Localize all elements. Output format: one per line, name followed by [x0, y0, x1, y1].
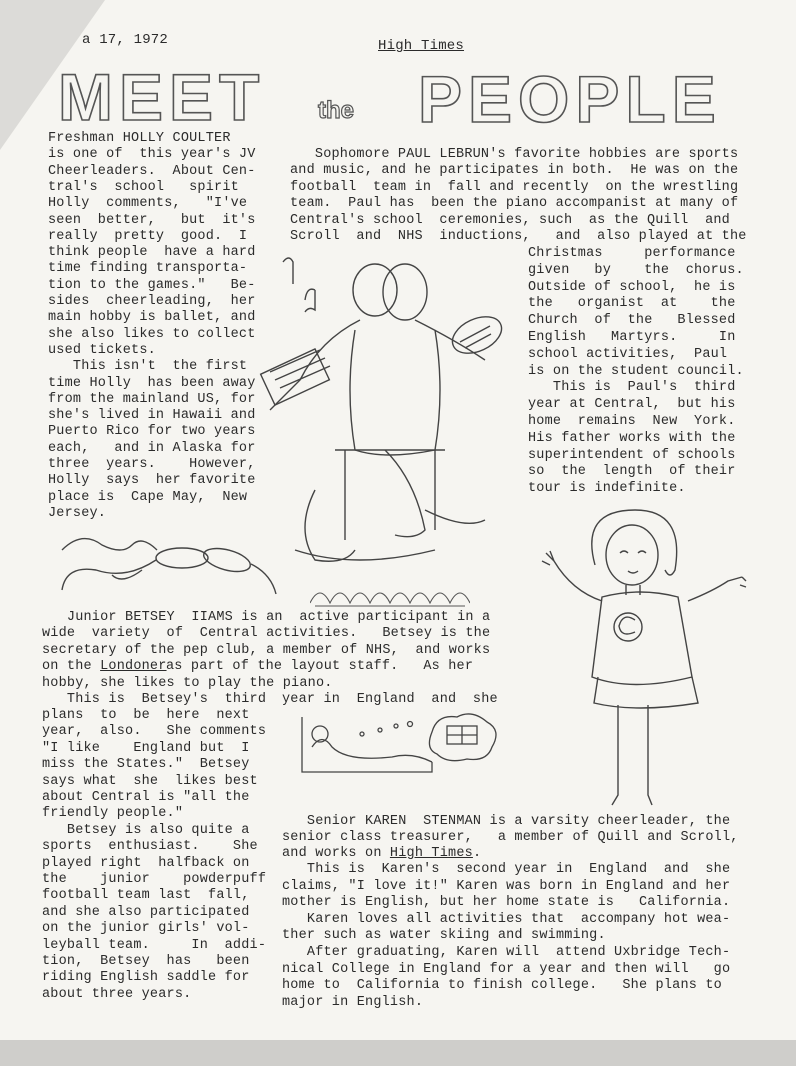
betsey-narrow-line: about three years.: [42, 986, 192, 1002]
paul-narrow-line: Outside of school, he is: [528, 279, 736, 295]
karen-line: mother is English, but her home state is California.: [282, 895, 731, 911]
paul-wide-line: Central's school ceremonies, such as the Quill and: [290, 212, 730, 228]
holly-line: Puerto Rico for two years: [48, 424, 256, 440]
betsey-narrow-line: riding English saddle for: [42, 970, 250, 986]
betsey-narrow-line: about Central is "all the: [42, 790, 250, 805]
holly-line: tion to the games." Be-: [48, 277, 256, 293]
paul-narrow-line: the organist at the: [528, 296, 736, 312]
banner-people: PEOPLE: [418, 62, 722, 136]
paul-narrow-line: superintendent of schools: [528, 447, 736, 463]
paul-wide-line: football team in fall and recently on the wrestling: [290, 179, 739, 195]
betsey-narrow-line: tion, Betsey has been: [42, 954, 250, 969]
holly-line: from the mainland US, for: [48, 391, 256, 407]
paul-narrow-line: is on the student council.: [528, 363, 744, 379]
piano-football-illustration: [255, 250, 525, 570]
betsey-narrow-line: and she also participated: [42, 904, 250, 920]
cheerleader-illustration: [540, 505, 750, 815]
betsey-narrow-line: the junior powderpuff: [42, 872, 267, 887]
londoner-title: Londoner: [100, 659, 167, 674]
karen-line: major in English.: [282, 994, 424, 1010]
holly-line: three years. However,: [48, 457, 256, 472]
betsey-wide-line: as part of the layout staff. As her: [166, 659, 474, 674]
betsey-wide-line: wide variety of Central activities. Betsey is the: [42, 626, 491, 642]
betsey-works-line: on the Londoner: [42, 659, 167, 674]
betsey-narrow-line: on the junior girls' vol-: [42, 921, 250, 937]
betsey-split-right: year in England and she: [282, 692, 498, 707]
paul-wide-line: and music, and he participates in both. He was on the: [290, 163, 739, 179]
holly-line: Cheerleaders. About Cen-: [48, 163, 256, 179]
holly-line: really pretty good. I: [48, 228, 248, 244]
holly-line: time finding transporta-: [48, 261, 248, 277]
holly-line: sides cheerleading, her: [48, 294, 256, 309]
betsey-narrow-line: sports enthusiast. She: [42, 839, 258, 855]
betsey-wide-line: hobby, she likes to play the piano.: [42, 676, 333, 691]
betsey-narrow-line: football team last fall,: [42, 888, 250, 904]
paul-narrow-line: His father works with the: [528, 430, 736, 446]
betsey-narrow-line: leyball team. In addi-: [42, 937, 267, 953]
issue-date: a 17, 1972: [82, 32, 169, 48]
karen-line: Karen loves all activities that accompany hot wea-: [282, 911, 731, 927]
betsey-narrow-line: says what she likes best: [42, 773, 258, 789]
betsey-wide-line: Junior BETSEY IIAMS is an active participant in a: [42, 610, 491, 625]
karen-line: ther such as water skiing and swimming.: [282, 928, 606, 944]
paul-wide-line: Scroll and NHS inductions, and also played at the: [290, 229, 747, 244]
holly-line: Holly comments, "I've: [48, 196, 248, 212]
ballet-slippers-illustration: [52, 530, 282, 600]
betsey-narrow-line: year, also. She comments: [42, 724, 267, 740]
betsey-narrow-line: plans to be here next: [42, 708, 250, 723]
holly-line: seen better, but it's: [48, 212, 256, 228]
karen-line: After graduating, Karen will attend Uxbridge Tech-: [282, 945, 731, 960]
betsey-split-left: This is Betsey's third: [42, 692, 267, 707]
paul-narrow-line: given by the chorus.: [528, 262, 744, 278]
betsey-narrow-line: played right halfback on: [42, 855, 250, 871]
holly-line: This isn't the first: [48, 359, 248, 375]
holly-line: think people have a hard: [48, 245, 256, 261]
banner-heading: [50, 58, 750, 138]
paul-narrow-line: school activities, Paul: [528, 346, 728, 362]
paul-narrow-line: This is Paul's third: [528, 380, 736, 396]
crowd-illustration: [310, 578, 470, 608]
betsey-wide-line: secretary of the pep club, a member of NHS, and works: [42, 642, 491, 658]
holly-line: tral's school spirit: [48, 179, 239, 195]
betsey-narrow-line: friendly people.": [42, 806, 184, 822]
holly-line: she also likes to collect: [48, 326, 256, 342]
paul-narrow-line: tour is indefinite.: [528, 481, 686, 497]
karen-line-3: and works on High Times.: [282, 846, 482, 861]
holly-line: each, and in Alaska for: [48, 440, 256, 456]
betsey-narrow-line: "I like England but I: [42, 740, 250, 756]
holly-line: she's lived in Hawaii and: [48, 408, 256, 424]
banner-meet: MEET: [58, 60, 266, 134]
karen-line: home to California to finish college. She plans to: [282, 978, 722, 994]
holly-line: place is Cape May, New: [48, 489, 248, 505]
karen-line: This is Karen's second year in England and she: [282, 862, 731, 877]
paul-narrow-line: year at Central, but his: [528, 397, 736, 413]
karen-line-2: senior class treasurer, a member of Quill and Scroll,: [282, 830, 739, 845]
banner-the: the: [318, 97, 354, 124]
paul-narrow-line: English Martyrs. In: [528, 330, 736, 345]
paul-narrow-line: Christmas performance: [528, 246, 736, 261]
betsey-narrow-line: miss the States." Betsey: [42, 757, 250, 773]
scan-background: [0, 1040, 796, 1066]
karen-line: claims, "I love it!" Karen was born in England and her: [282, 878, 731, 894]
karen-line-1: Senior KAREN STENMAN is a varsity cheerleader, the: [282, 814, 731, 829]
paul-narrow-line: so the length of their: [528, 464, 736, 480]
paul-narrow-line: home remains New York.: [528, 414, 736, 429]
holly-line: Freshman HOLLY COULTER: [48, 131, 231, 146]
masthead-title: High Times: [378, 38, 465, 54]
holly-line: is one of this year's JV: [48, 147, 256, 163]
high-times-title: High Times: [389, 846, 473, 861]
holly-line: Holly says her favorite: [48, 473, 256, 489]
holly-line: Jersey.: [48, 505, 107, 521]
holly-line: main hobby is ballet, and: [48, 310, 256, 326]
holly-line: time Holly has been away: [48, 375, 256, 391]
betsey-narrow-line: Betsey is also quite a: [42, 822, 250, 838]
paul-narrow-line: Church of the Blessed: [528, 313, 736, 329]
holly-line: used tickets.: [48, 342, 156, 358]
paul-wide-line: team. Paul has been the piano accompanist at many of: [290, 196, 739, 212]
dreaming-girl-illustration: [292, 712, 507, 787]
paul-wide-line: Sophomore PAUL LEBRUN's favorite hobbies are sports: [290, 147, 739, 162]
karen-line: nical College in England for a year and then will go: [282, 961, 731, 977]
